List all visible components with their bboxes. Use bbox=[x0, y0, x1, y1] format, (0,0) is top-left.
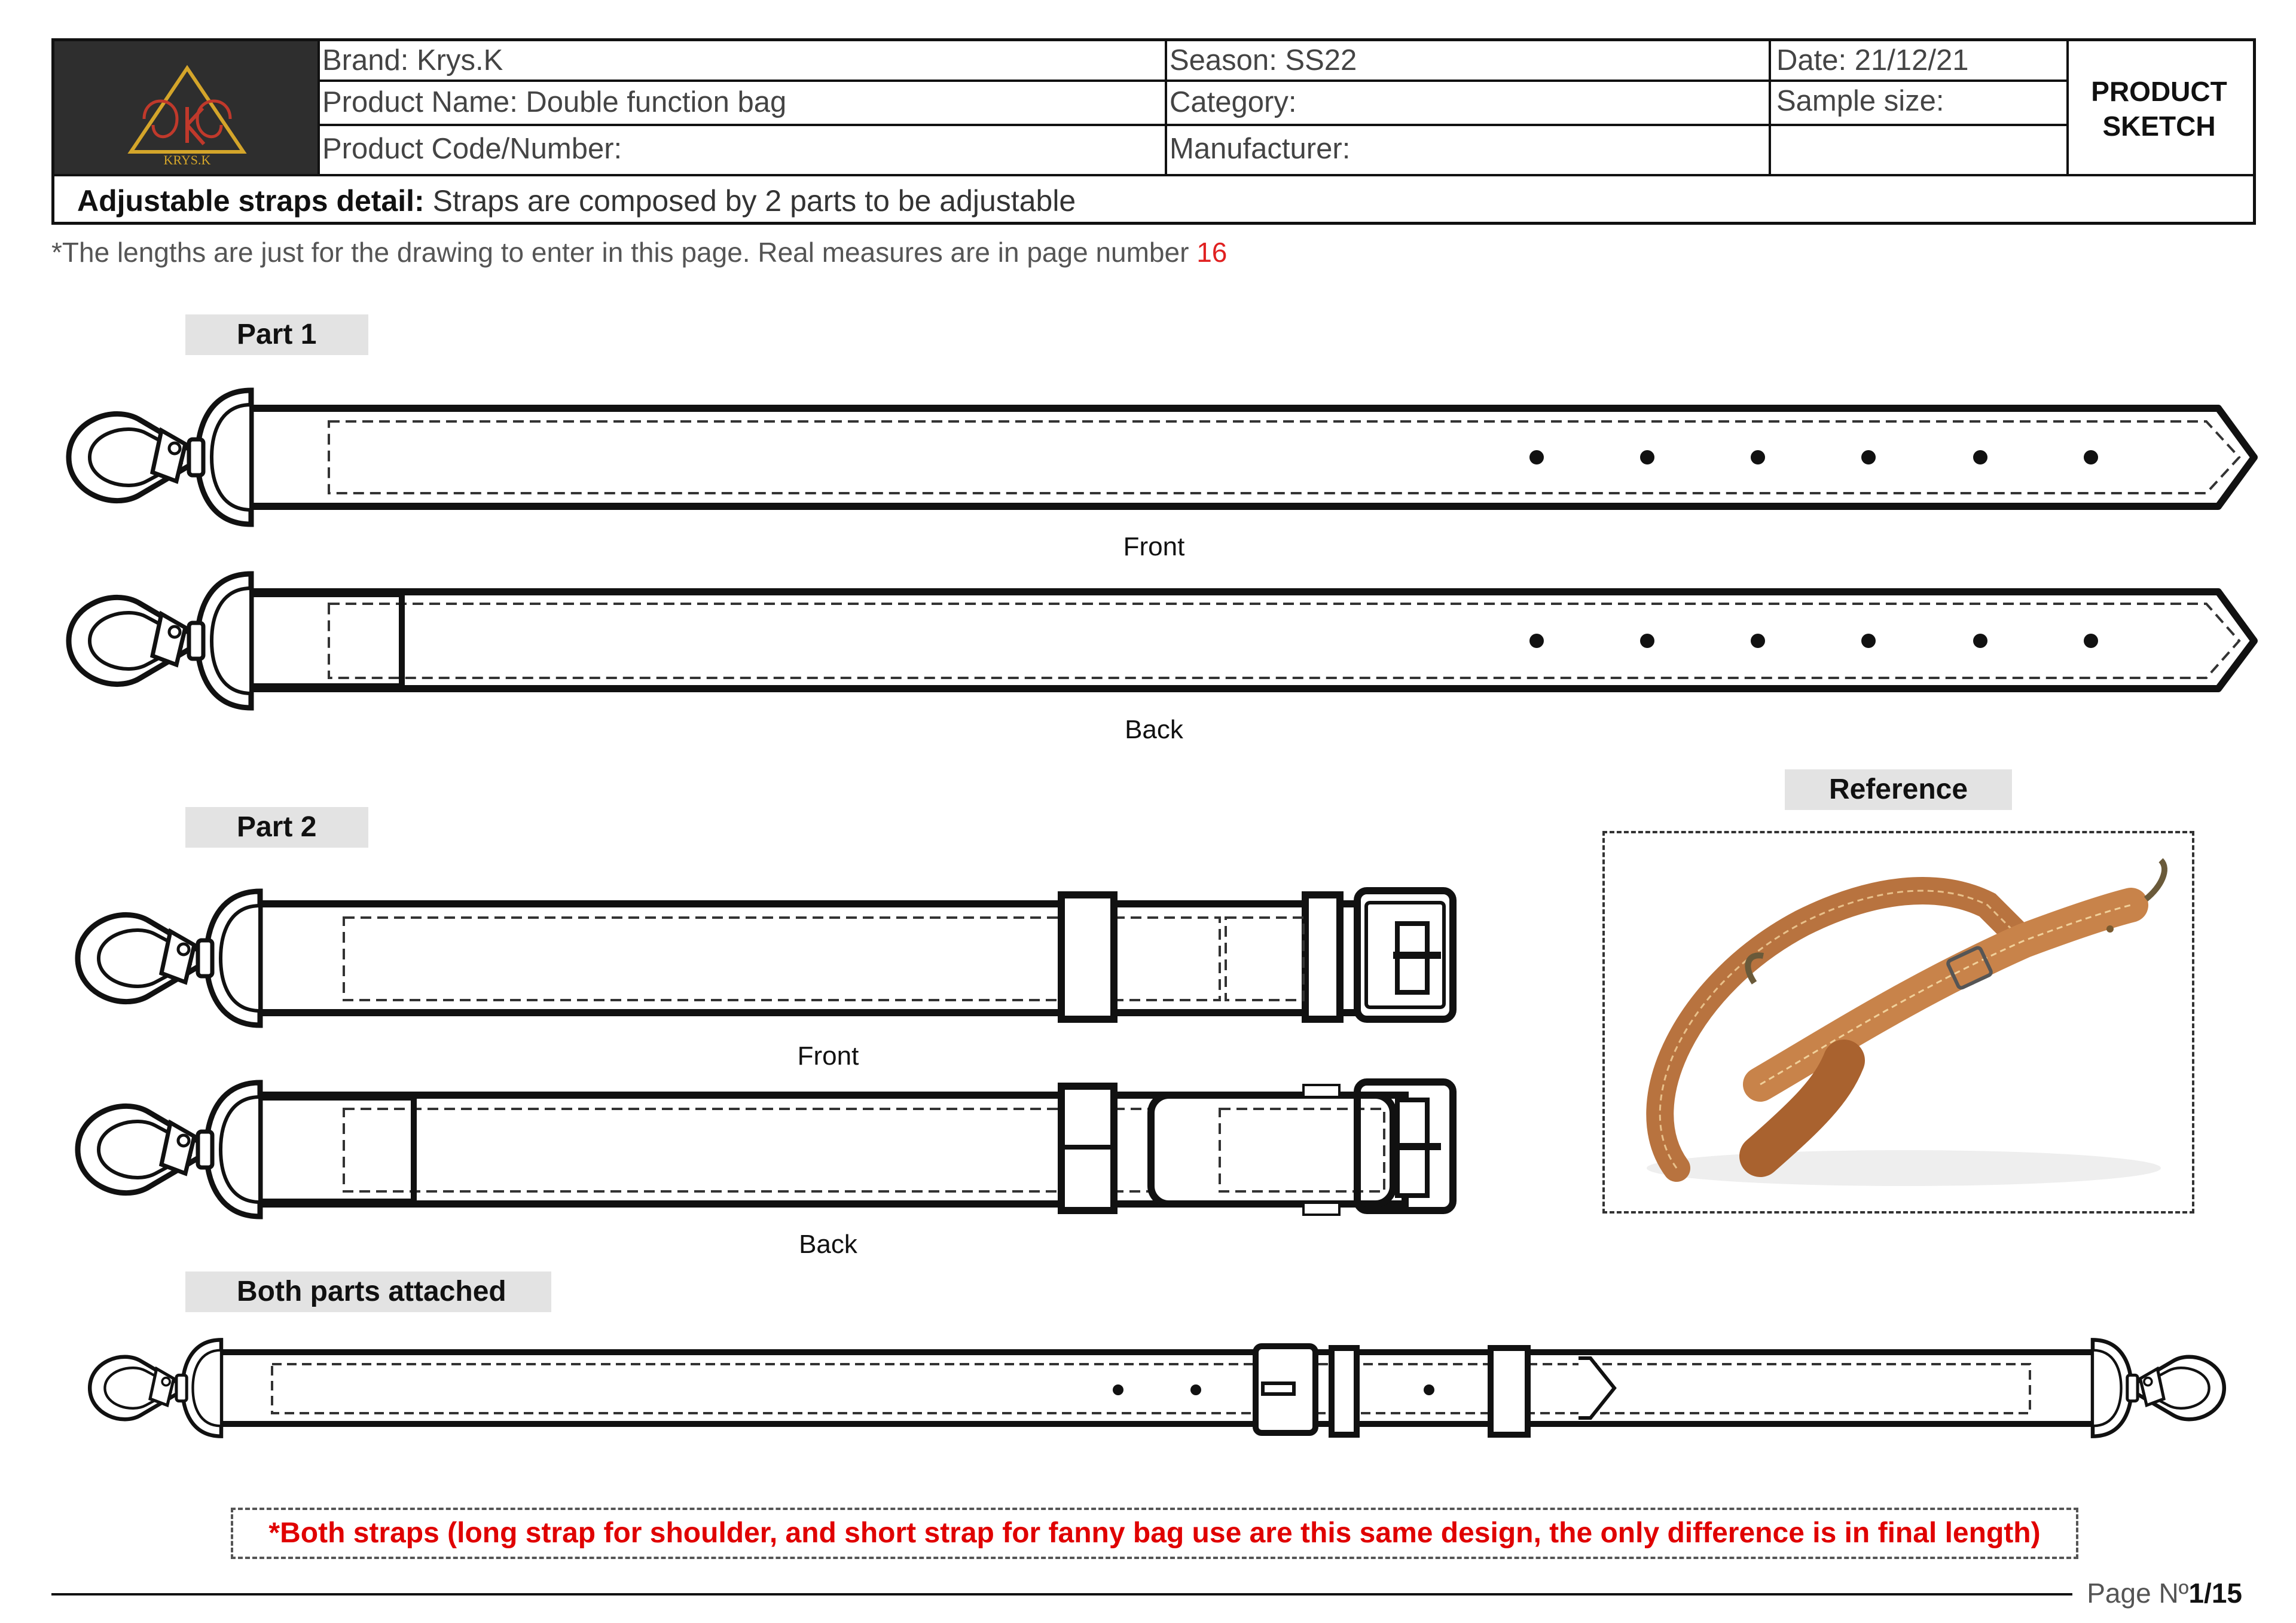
product-sketch-line1: PRODUCT bbox=[2091, 76, 2227, 107]
part2-front-drawing bbox=[78, 891, 1453, 1025]
detail-title: Adjustable straps detail: bbox=[77, 184, 425, 218]
part2-back-drawing bbox=[78, 1082, 1453, 1217]
reference-tag: Reference bbox=[1785, 769, 2012, 810]
part2-front-caption: Front bbox=[797, 1041, 859, 1071]
part1-back-drawing bbox=[69, 574, 2254, 708]
part1-back-caption: Back bbox=[1125, 715, 1183, 744]
both-parts-tag: Both parts attached bbox=[185, 1271, 551, 1312]
brand-label: Brand: Krys.K bbox=[322, 44, 503, 77]
part2-back-caption: Back bbox=[799, 1230, 857, 1259]
page-num-value: 1/15 bbox=[2188, 1578, 2242, 1609]
footer-note: *Both straps (long strap for shoulder, and short strap for fanny bag use are this same design, the only difference is in final length) bbox=[231, 1508, 2078, 1559]
part1-tag: Part 1 bbox=[185, 314, 368, 355]
sample-size-label: Sample size: bbox=[1776, 85, 1944, 117]
product-name-label: Product Name: Double function bag bbox=[322, 86, 787, 118]
part1-front-drawing bbox=[69, 390, 2254, 524]
product-code-label: Product Code/Number: bbox=[322, 133, 622, 165]
part2-tag: Part 2 bbox=[185, 807, 368, 848]
manufacturer-label: Manufacturer: bbox=[1170, 133, 1351, 165]
product-sketch-line2: SKETCH bbox=[2102, 111, 2216, 142]
both-attached-drawing bbox=[90, 1340, 2224, 1436]
date-label: Date: 21/12/21 bbox=[1776, 44, 1969, 77]
detail-text: Straps are composed by 2 parts to be adjustable bbox=[424, 184, 1076, 218]
reference-photo bbox=[1605, 833, 2192, 1211]
part1-front-caption: Front bbox=[1123, 532, 1185, 561]
footer-rule bbox=[51, 1593, 2072, 1596]
page-prefix: Page Nº bbox=[2087, 1578, 2189, 1609]
note-page-ref: 16 bbox=[1196, 237, 1228, 268]
page-number bbox=[2087, 1577, 2242, 1609]
category-label: Category: bbox=[1170, 86, 1297, 118]
logo-text: KRYS.K bbox=[163, 152, 211, 167]
note-text: *The lengths are just for the drawing to enter in this page. Real measures are in page number bbox=[51, 237, 1197, 268]
season-label: Season: SS22 bbox=[1170, 44, 1357, 77]
reference-frame bbox=[1602, 831, 2194, 1214]
